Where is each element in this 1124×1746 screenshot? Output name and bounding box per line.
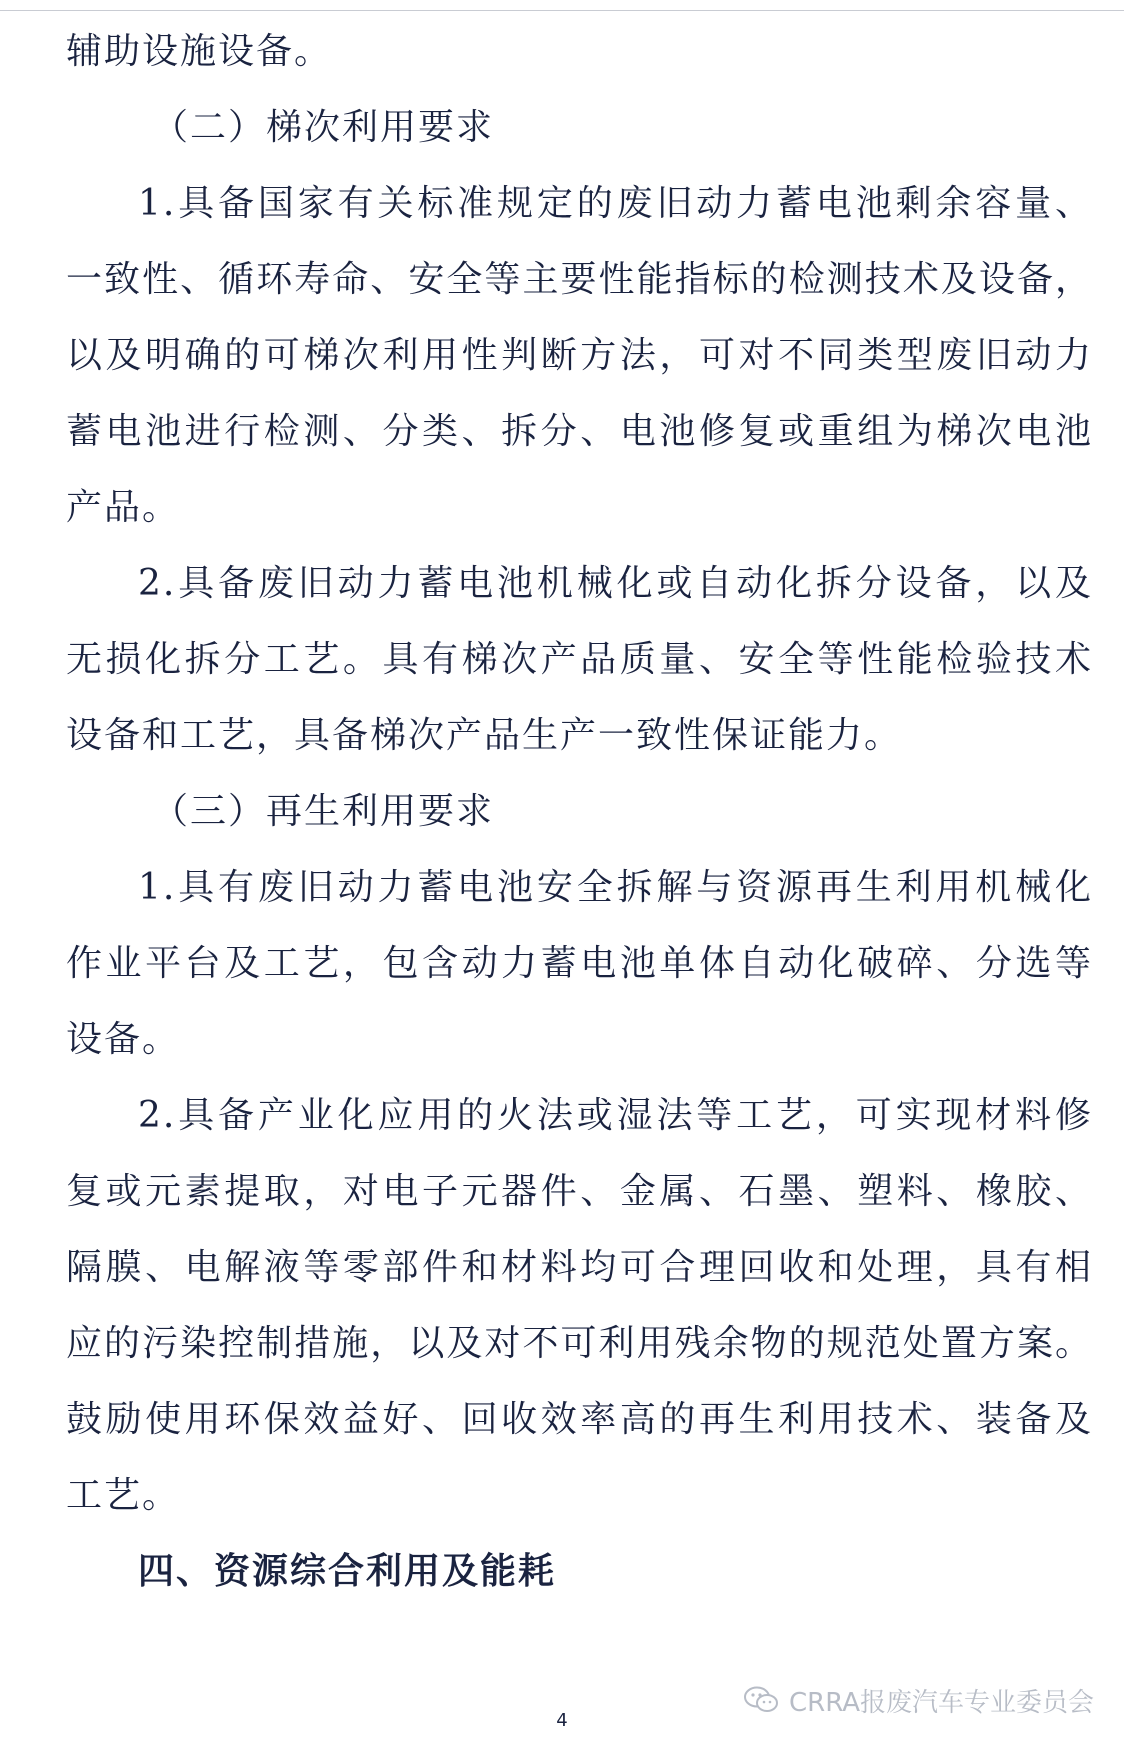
section-heading-cascade-use: （二）梯次利用要求 bbox=[152, 107, 495, 148]
watermark-text: CRRA报废汽车专业委员会 bbox=[788, 1687, 1094, 1718]
paragraph-line: 以及明确的可梯次利用性判断方法，可对不同类型废旧动力 bbox=[66, 335, 1093, 376]
paragraph-line: 应的污染控制措施，以及对不可利用残余物的规范处置方案。 bbox=[66, 1323, 1093, 1364]
paragraph-line: 设备。 bbox=[66, 1019, 181, 1060]
paragraph-line: 2.具备产业化应用的火法或湿法等工艺，可实现材料修 bbox=[138, 1095, 1093, 1136]
chapter-heading-resource-utilization: 四、资源综合利用及能耗 bbox=[138, 1551, 557, 1592]
paragraph-line: 作业平台及工艺，包含动力蓄电池单体自动化破碎、分选等 bbox=[66, 943, 1093, 984]
paragraph-line: 隔膜、电解液等零部件和材料均可合理回收和处理，具有相 bbox=[66, 1247, 1093, 1288]
paragraph-line: 1.具有废旧动力蓄电池安全拆解与资源再生利用机械化 bbox=[138, 867, 1093, 908]
paragraph-line: 复或元素提取，对电子元器件、金属、石墨、塑料、橡胶、 bbox=[66, 1171, 1093, 1212]
paragraph-line: 无损化拆分工艺。具有梯次产品质量、安全等性能检验技术 bbox=[66, 639, 1093, 680]
paragraph-line: 设备和工艺，具备梯次产品生产一致性保证能力。 bbox=[66, 715, 903, 756]
document-page bbox=[66, 14, 1093, 1610]
section-heading-recycling: （三）再生利用要求 bbox=[152, 791, 495, 832]
paragraph-line: 1.具备国家有关标准规定的废旧动力蓄电池剩余容量、 bbox=[138, 183, 1093, 224]
top-rule bbox=[0, 10, 1124, 11]
paragraph-line: 鼓励使用环保效益好、回收效率高的再生利用技术、装备及 bbox=[66, 1399, 1093, 1440]
page-number: 4 bbox=[556, 1710, 568, 1731]
paragraph-line: 产品。 bbox=[66, 487, 181, 528]
paragraph-line: 蓄电池进行检测、分类、拆分、电池修复或重组为梯次电池 bbox=[66, 411, 1093, 452]
paragraph-line: 工艺。 bbox=[66, 1475, 181, 1516]
paragraph-line: 2.具备废旧动力蓄电池机械化或自动化拆分设备，以及 bbox=[138, 563, 1093, 604]
paragraph-continuation: 辅助设施设备。 bbox=[66, 31, 333, 72]
paragraph-line: 一致性、循环寿命、安全等主要性能指标的检测技术及设备， bbox=[66, 259, 1093, 300]
